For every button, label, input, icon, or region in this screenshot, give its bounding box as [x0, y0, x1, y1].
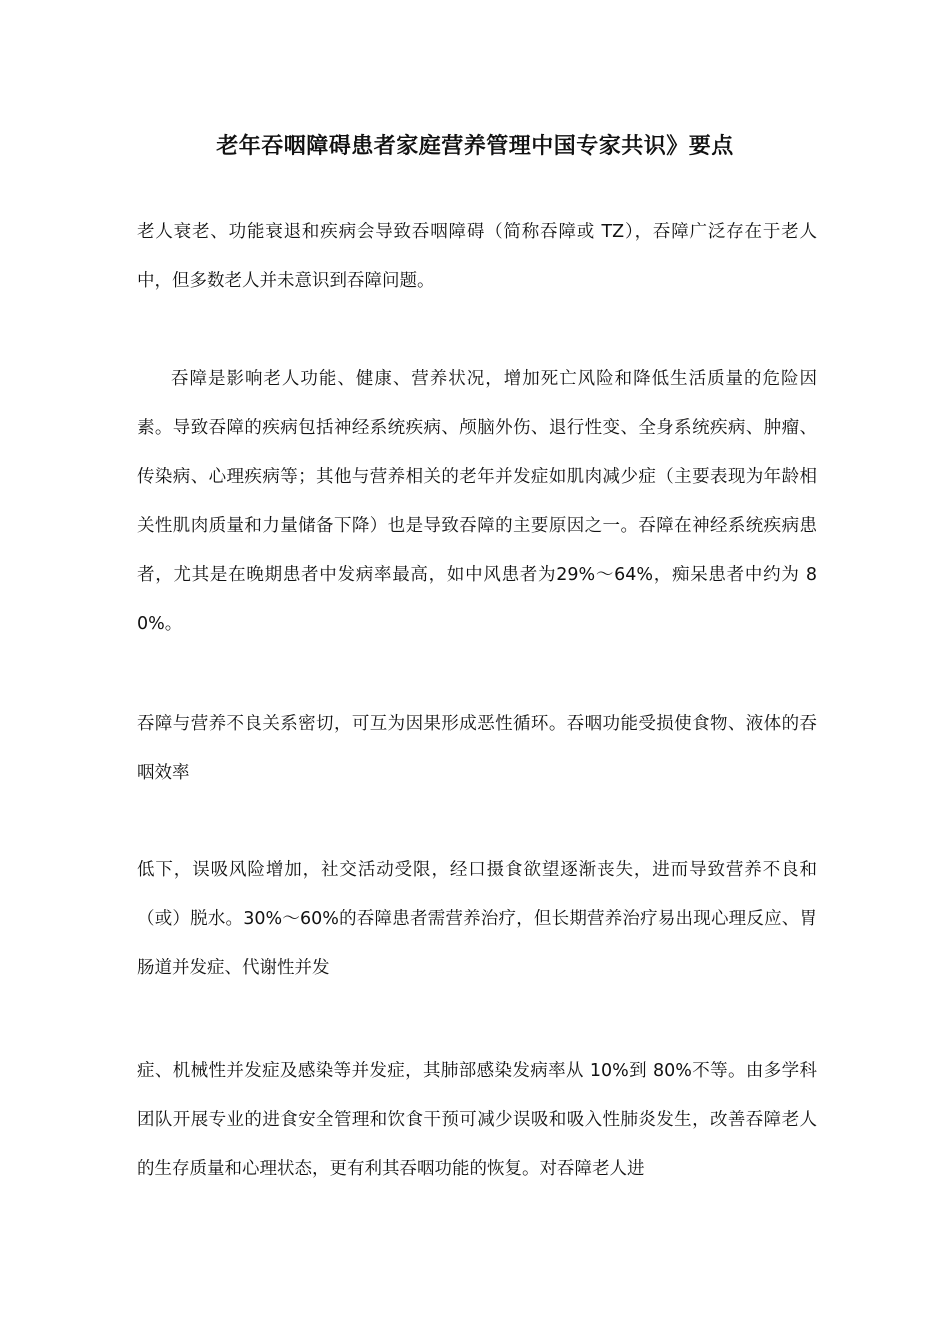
paragraph-risk-factors: 吞障是影响老人功能、健康、营养状况，增加死亡风险和降低生活质量的危险因素。导致吞障的疾病包括神经系统疾病、颅脑外伤、退行性变、全身系统疾病、肿瘤、传染病、心理疾病等；其他与营养相关的老年并发症如肌肉减少症（主要表现为年龄相关性肌肉质量和力量储备下降）也是导致吞障的主要原因之一。吞障在神经系统疾病患者，尤其是在晚期患者中发病率最高，如中风患者为29%〜64%，痴呆患者中约为 80%。 [137, 369, 817, 634]
paragraph-intro: 老人衰老、功能衰退和疾病会导致吞咽障碍（简称吞障或 TZ），吞障广泛存在于老人中，但多数老人并未意识到吞障问题。 [137, 222, 817, 291]
paragraph-consequences: 低下，误吸风险增加，社交活动受限，经口摄食欲望逐渐丧失，进而导致营养不良和（或）脱水。30%〜60%的吞障患者需营养治疗，但长期营养治疗易出现心理反应、胃肠道并发症、代谢性并发 [137, 860, 817, 978]
paragraph-complications: 症、机械性并发症及感染等并发症，其肺部感染发病率从 10%到 80%不等。由多学科团队开展专业的进食安全管理和饮食干预可减少误吸和吸入性肺炎发生，改善吞障老人的生存质量和心理状态，更有利其吞咽功能的恢复。对吞障老人进 [137, 1061, 817, 1179]
paragraph-malnutrition: 吞障与营养不良关系密切，可互为因果形成恶性循环。吞咽功能受损使食物、液体的吞咽效率 [137, 714, 817, 783]
document-title: 老年吞咽障碍患者家庭营养管理中国专家共识》要点 [216, 133, 734, 159]
